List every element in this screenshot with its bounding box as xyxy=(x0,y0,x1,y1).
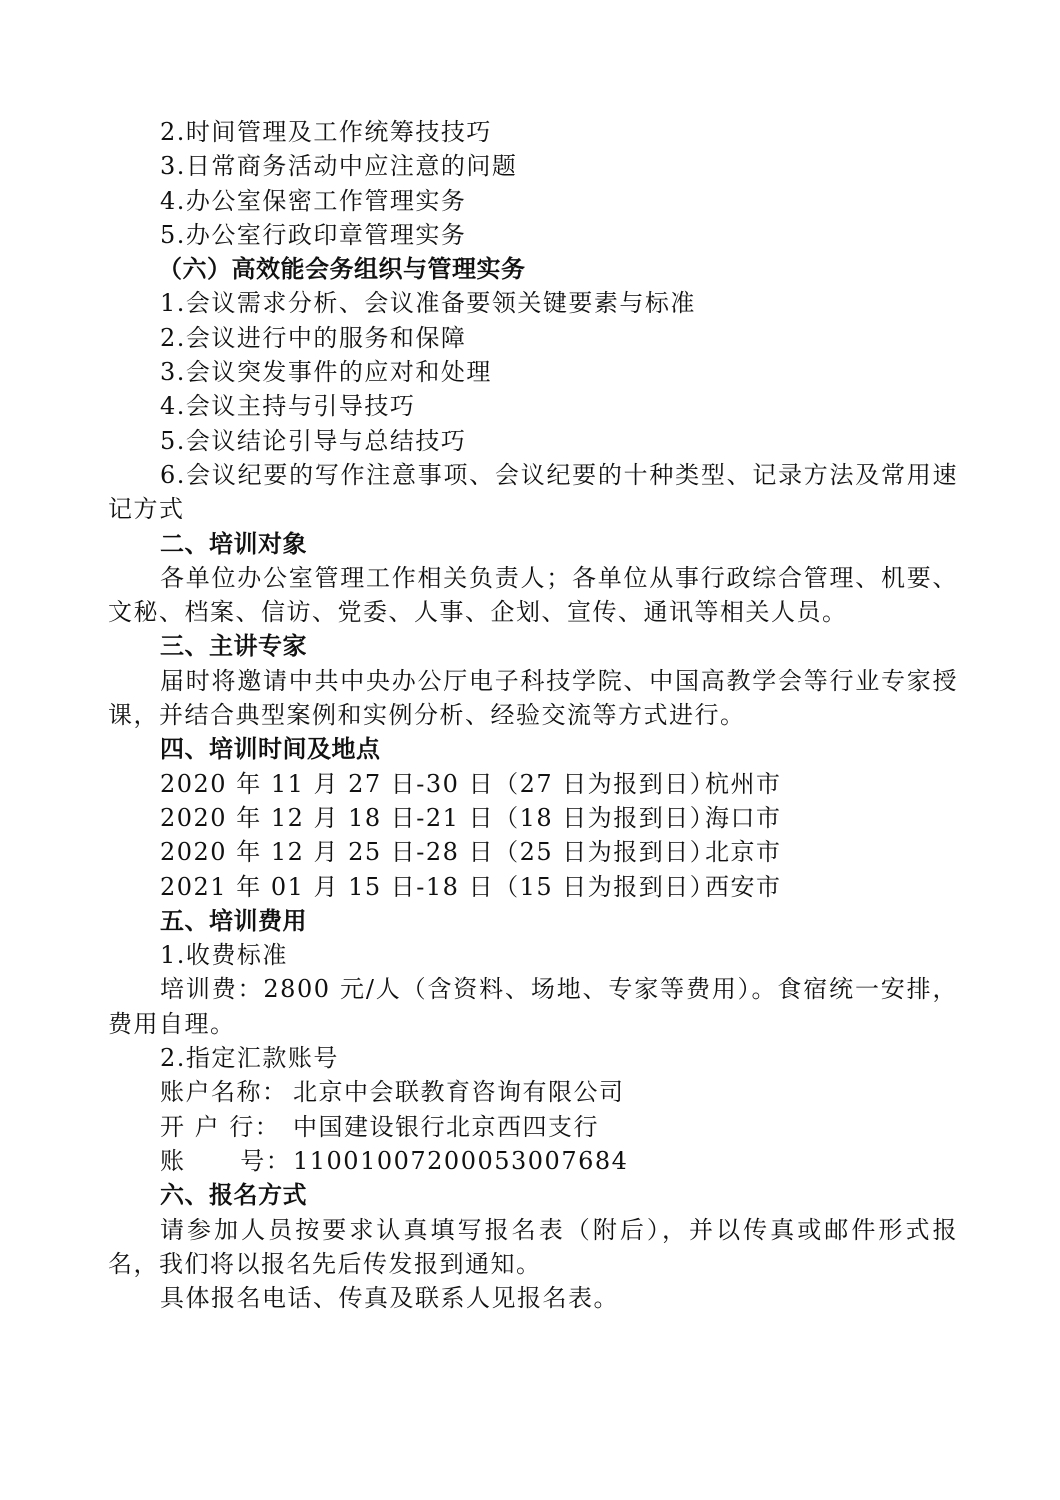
experts-paragraph: 届时将邀请中共中央办公厅电子科技学院、中国高教学会等行业专家授课，并结合典型案例和实例分析、经验交流等方式进行。 xyxy=(108,666,958,730)
account-name-row xyxy=(108,1075,958,1109)
account-bank-value: 中国建设银行北京西四支行 xyxy=(293,1112,599,1141)
document-page xyxy=(108,115,958,1315)
schedule-city: 杭州市 xyxy=(705,769,782,798)
registration-note: 具体报名电话、传真及联系人见报名表。 xyxy=(160,1284,619,1313)
list-item: 4.会议主持与引导技巧 xyxy=(160,392,416,421)
list-item: 5.会议结论引导与总结技巧 xyxy=(160,426,467,455)
schedule-city: 海口市 xyxy=(705,803,782,832)
schedule-row xyxy=(108,767,958,801)
subsection-title: （六）高效能会务组织与管理实务 xyxy=(158,255,526,284)
schedule-date: 2021 年 01 月 15 日-18 日（15 日为报到日） xyxy=(160,872,716,901)
section-heading-registration: 六、报名方式 xyxy=(160,1181,307,1210)
section-heading-experts: 三、主讲专家 xyxy=(160,632,307,661)
schedule-city: 北京市 xyxy=(705,838,782,867)
list-item: 3.日常商务活动中应注意的问题 xyxy=(160,152,518,181)
section-heading-targets: 二、培训对象 xyxy=(160,529,307,558)
fee-standard-text: 培训费：2800 元/人（含资料、场地、专家等费用）。食宿统一安排，费用自理。 xyxy=(108,975,958,1038)
schedule-row xyxy=(108,835,958,869)
schedule-date: 2020 年 12 月 18 日-21 日（18 日为报到日） xyxy=(160,803,716,832)
account-bank-row xyxy=(108,1110,958,1144)
schedule-row xyxy=(108,801,958,835)
account-number-value: 11001007200053007684 xyxy=(293,1146,629,1175)
section-heading-schedule: 四、培训时间及地点 xyxy=(160,735,381,764)
registration-paragraph: 请参加人员按要求认真填写报名表（附后），并以传真或邮件形式报名，我们将以报名先后传发报到通知。 xyxy=(108,1215,958,1278)
schedule-date: 2020 年 11 月 27 日-30 日（27 日为报到日） xyxy=(160,769,716,798)
account-name-value: 北京中会联教育咨询有限公司 xyxy=(293,1078,625,1107)
targets-paragraph: 各单位办公室管理工作相关负责人；各单位从事行政综合管理、机要、文秘、档案、信访、党委、人事、企划、宣传、通讯等相关人员。 xyxy=(108,563,958,627)
list-item: 3.会议突发事件的应对和处理 xyxy=(160,358,492,387)
list-item: 6.会议纪要的写作注意事项、会议纪要的十种类型、记录方法及常用速记方式 xyxy=(108,460,958,524)
schedule-row xyxy=(108,870,958,904)
schedule-city: 西安市 xyxy=(705,872,782,901)
list-item: 4.办公室保密工作管理实务 xyxy=(160,186,467,215)
account-bank-label: 开 户 行： xyxy=(160,1112,281,1141)
schedule-date: 2020 年 12 月 25 日-28 日（25 日为报到日） xyxy=(160,838,716,867)
account-name-label: 账户名称： xyxy=(160,1078,288,1107)
section-heading-fees: 五、培训费用 xyxy=(160,906,307,935)
account-label: 2.指定汇款账号 xyxy=(160,1044,339,1073)
fee-standard-label: 1.收费标准 xyxy=(160,941,288,970)
list-item: 2.时间管理及工作统筹技技巧 xyxy=(160,118,492,146)
list-item: 2.会议进行中的服务和保障 xyxy=(160,323,467,352)
account-number-row xyxy=(108,1144,958,1178)
account-number-label: 账 号： xyxy=(160,1146,292,1175)
list-item: 1.会议需求分析、会议准备要领关键要素与标准 xyxy=(160,289,696,318)
list-item: 5.办公室行政印章管理实务 xyxy=(160,220,467,249)
